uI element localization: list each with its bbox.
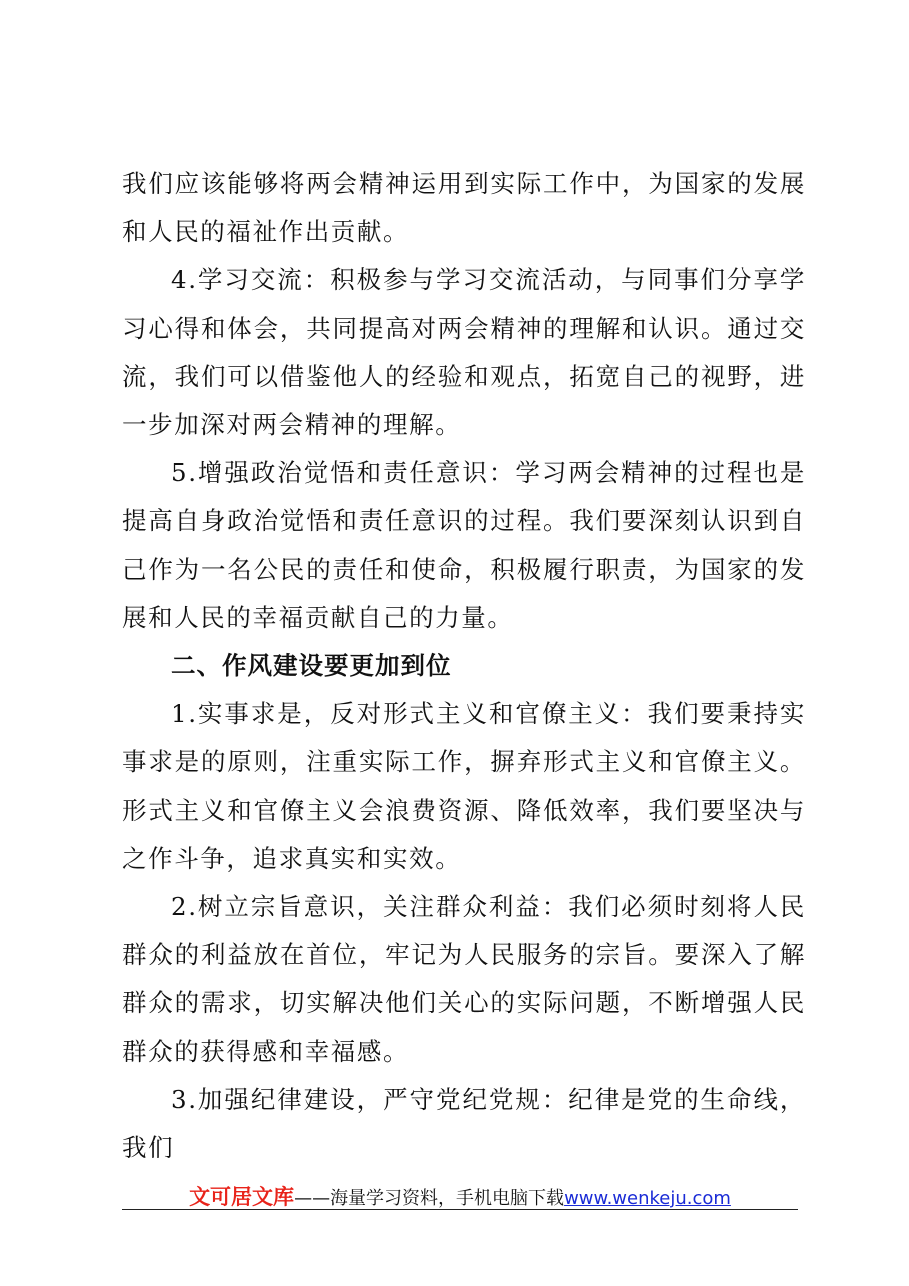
footer-brand: 文可居文库 <box>189 1185 295 1209</box>
footer-divider <box>122 1209 798 1210</box>
paragraph-continuation: 我们应该能够将两会精神运用到实际工作中，为国家的发展和人民的福祉作出贡献。 <box>122 169 806 247</box>
paragraph-item-2: 2.树立宗旨意识，关注群众利益：我们必须时刻将人民群众的利益放在首位，牢记为人民服务的宗旨。要深入了解群众的需求，切实解决他们关心的实际问题，不断增强人民群众的获得感和幸福感。 <box>122 892 806 1066</box>
paragraph-item-1: 1.实事求是，反对形式主义和官僚主义：我们要秉持实事求是的原则，注重实际工作，摒弃形式主义和官僚主义。形式主义和官僚主义会浪费资源、降低效率，我们要坚决与之作斗争，追求真实和实效。 <box>122 699 806 873</box>
document-body <box>122 160 806 1172</box>
section-heading: 二、作风建设要更加到位 <box>171 651 452 681</box>
footer-tagline: ——海量学习资料，手机电脑下载 <box>294 1188 565 1209</box>
footer-link[interactable]: www.wenkeju.com <box>564 1188 731 1209</box>
paragraph-item-5: 5.增强政治觉悟和责任意识：学习两会精神的过程也是提高自身政治觉悟和责任意识的过程。我们要深刻认识到自己作为一名公民的责任和使命，积极履行职责，为国家的发展和人民的幸福贡献自己的力量。 <box>122 458 806 632</box>
paragraph-item-3: 3.加强纪律建设，严守党纪党规：纪律是党的生命线，我们 <box>122 1084 806 1163</box>
paragraph-item-4: 4.学习交流：积极参与学习交流活动，与同事们分享学习心得和体会，共同提高对两会精神的理解和认识。通过交流，我们可以借鉴他人的经验和观点，拓宽自己的视野，进一步加深对两会精神的理解。 <box>122 265 806 440</box>
